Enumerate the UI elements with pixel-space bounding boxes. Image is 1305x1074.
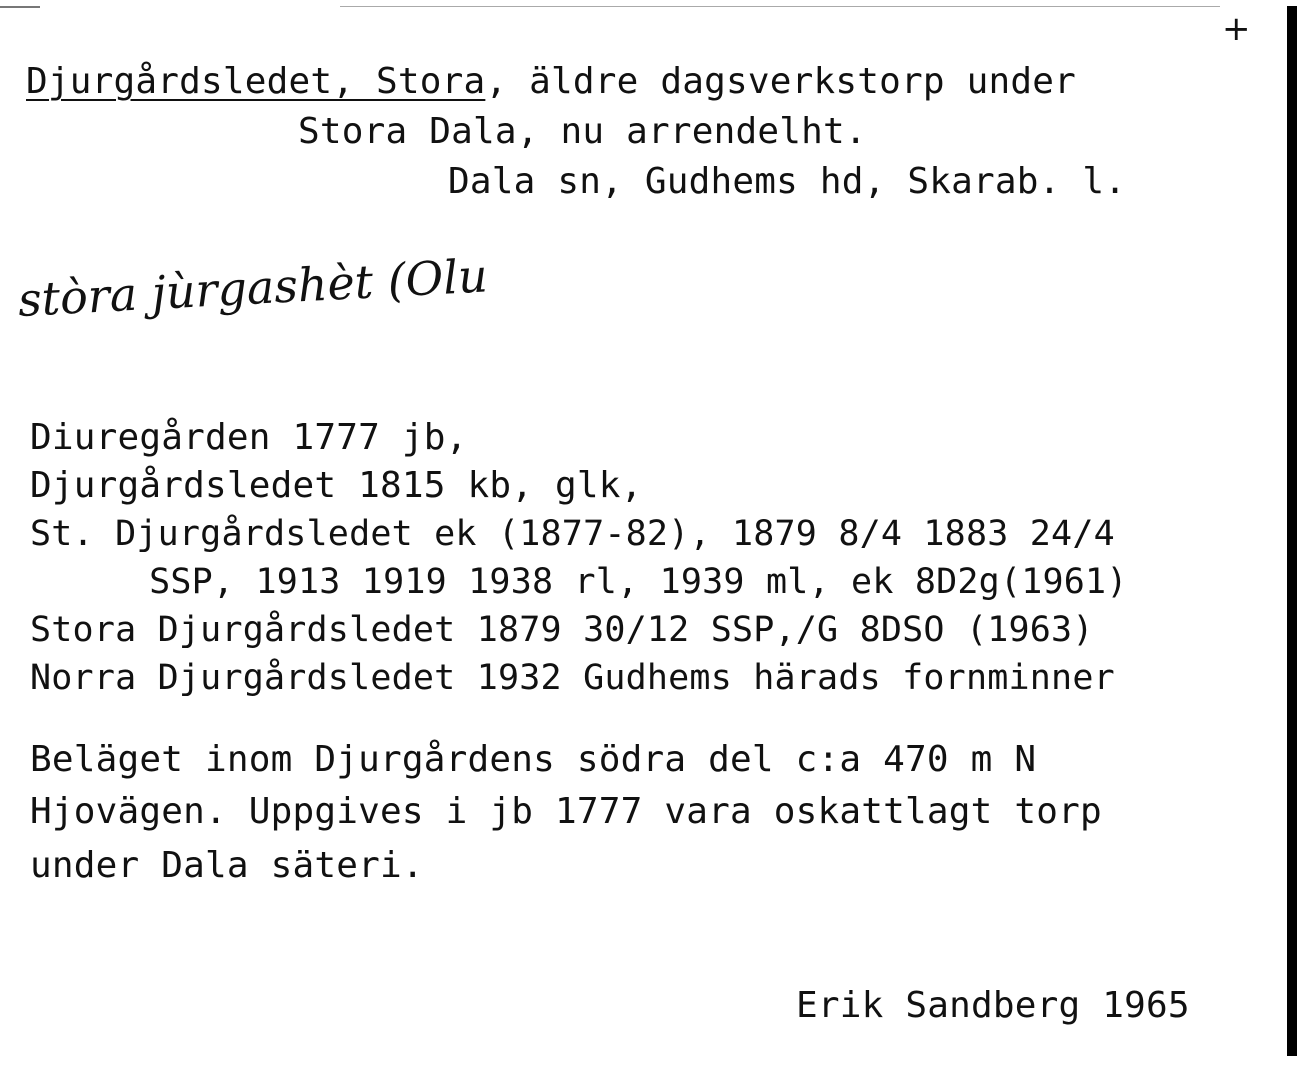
signature: Erik Sandberg 1965 xyxy=(796,985,1190,1026)
record-line-2: Djurgårdsledet 1815 kb, glk, xyxy=(30,465,643,506)
header-line-2: Stora Dala, nu arrendelht. xyxy=(298,111,867,152)
description-line-2: Hjovägen. Uppgives i jb 1777 vara oskattlagt torp xyxy=(30,791,1102,832)
place-name: Djurgårdsledet, Stora xyxy=(26,61,486,102)
description-line-1: Beläget inom Djurgårdens södra del c:a 470 m N xyxy=(30,739,1037,780)
record-line-5: Stora Djurgårdsledet 1879 30/12 SSP,/G 8DSO (1963) xyxy=(30,610,1094,650)
title-rest: , äldre dagsverkstorp under xyxy=(485,61,1076,102)
record-line-4: SSP, 1913 1919 1938 rl, 1939 ml, ek 8D2g(1961) xyxy=(64,562,1128,602)
scan-noise-top-right xyxy=(340,6,1220,7)
handwritten-pronunciation: stòra jùrgashèt (Olu xyxy=(16,248,489,327)
plus-mark: + xyxy=(1222,9,1251,49)
description-line-3: under Dala säteri. xyxy=(30,845,424,886)
record-line-3: St. Djurgårdsledet ek (1877-82), 1879 8/4 1883 24/4 xyxy=(30,514,1115,554)
card-right-edge xyxy=(1287,6,1297,1056)
header-line-3: Dala sn, Gudhems hd, Skarab. l. xyxy=(448,161,1127,202)
record-line-6: Norra Djurgårdsledet 1932 Gudhems härads fornminner xyxy=(30,658,1115,698)
scan-noise-top xyxy=(0,6,40,8)
title-line xyxy=(26,62,1076,102)
record-line-1: Diuregården 1777 jb, xyxy=(30,417,468,458)
